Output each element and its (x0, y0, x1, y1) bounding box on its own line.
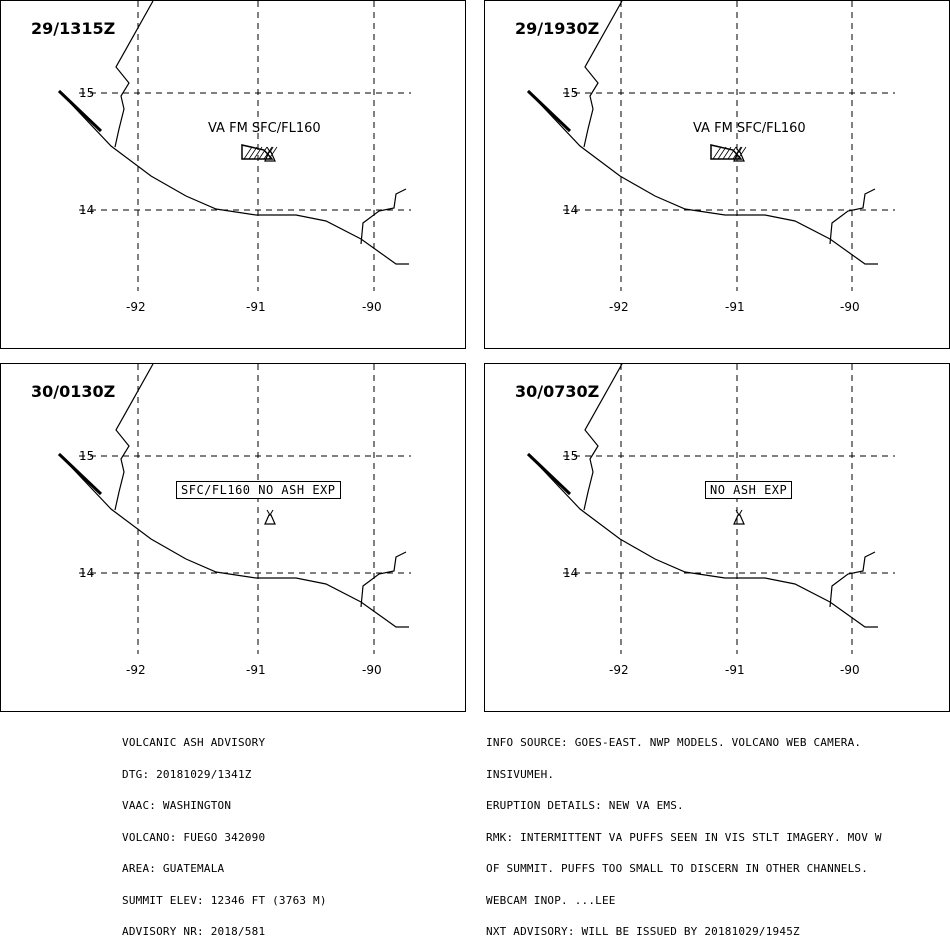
map-panel-3 (0, 363, 466, 712)
advisory-text-left (122, 717, 327, 948)
longitude-label: -90 (362, 300, 382, 314)
volcano-icon (734, 510, 744, 524)
advisory-line: DTG: 20181029/1341Z (122, 767, 252, 781)
border-line (361, 552, 406, 607)
ash-label: VA FM SFC/FL160 (208, 121, 321, 136)
latitude-label: 15 (79, 86, 95, 100)
advisory-line: OF SUMMIT. PUFFS TOO SMALL TO DISCERN IN OTHER CHANNELS. (486, 862, 869, 875)
advisory-line: VOLCANO: FUEGO 342090 (122, 830, 266, 844)
advisory-text-right (486, 717, 882, 948)
advisory-line: RMK: INTERMITTENT VA PUFFS SEEN IN VIS STLT IMAGERY. MOV W (486, 830, 882, 844)
forecast-time: 30/0730Z (515, 382, 600, 401)
advisory-line: NXT ADVISORY: WILL BE ISSUED BY 20181029/1945Z (486, 925, 800, 938)
advisory-line: WEBCAM INOP. ...LEE (486, 893, 616, 907)
advisory-line: VAAC: WASHINGTON (122, 799, 232, 812)
ash-label: SFC/FL160 NO ASH EXP (176, 481, 341, 499)
coastline (59, 454, 409, 627)
forecast-time: 29/1930Z (515, 19, 600, 38)
forecast-time: 30/0130Z (31, 382, 116, 401)
advisory-line: SUMMIT ELEV: 12346 FT (3763 M) (122, 893, 327, 907)
coastline (528, 454, 878, 627)
advisory-line: VOLCANIC ASH ADVISORY (122, 736, 266, 749)
ash-label: VA FM SFC/FL160 (693, 121, 806, 136)
longitude-label: -91 (725, 663, 745, 677)
longitude-label: -90 (362, 663, 382, 677)
map-panel-1 (0, 0, 466, 349)
latitude-label: 14 (79, 203, 95, 217)
forecast-time: 29/1315Z (31, 19, 116, 38)
longitude-label: -91 (246, 300, 266, 314)
advisory-line: ERUPTION DETAILS: NEW VA EMS. (486, 799, 684, 812)
longitude-label: -92 (609, 663, 629, 677)
latitude-label: 15 (79, 449, 95, 463)
advisory-line: INSIVUMEH. (486, 767, 555, 781)
longitude-label: -92 (126, 300, 146, 314)
coastline (59, 91, 409, 264)
longitude-label: -92 (126, 663, 146, 677)
longitude-label: -90 (840, 300, 860, 314)
longitude-label: -92 (609, 300, 629, 314)
latitude-label: 14 (563, 203, 579, 217)
latitude-label: 15 (563, 86, 579, 100)
map-svg (485, 364, 950, 712)
map-svg (1, 364, 466, 712)
map-panel-2 (484, 0, 950, 349)
longitude-label: -90 (840, 663, 860, 677)
map-svg (485, 1, 950, 349)
map-panel-4 (484, 363, 950, 712)
coastline (528, 91, 878, 264)
border-line (361, 189, 406, 244)
latitude-label: 15 (563, 449, 579, 463)
latitude-label: 14 (79, 566, 95, 580)
volcano-icon (265, 510, 275, 524)
latitude-label: 14 (563, 566, 579, 580)
advisory-line: INFO SOURCE: GOES-EAST. NWP MODELS. VOLCANO WEB CAMERA. (486, 736, 862, 749)
ash-label: NO ASH EXP (705, 481, 792, 499)
map-svg (1, 1, 466, 349)
ash-area-icon (242, 145, 277, 159)
longitude-label: -91 (725, 300, 745, 314)
longitude-label: -91 (246, 663, 266, 677)
ash-area-icon (711, 145, 746, 159)
advisory-line: ADVISORY NR: 2018/581 (122, 925, 266, 938)
border-line (115, 1, 153, 147)
advisory-line: AREA: GUATEMALA (122, 862, 225, 875)
border-line (115, 364, 153, 510)
